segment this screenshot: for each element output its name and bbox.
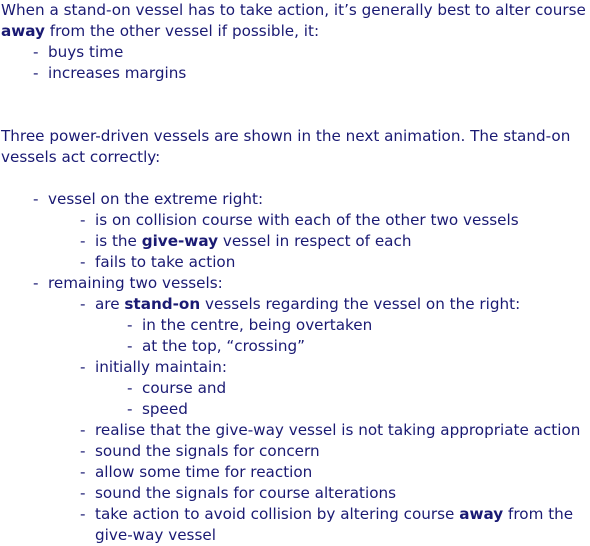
list-item-text: initially maintain: (95, 358, 227, 376)
list-item-text: speed (142, 400, 188, 418)
list-item (48, 357, 589, 420)
action-emphasis: away (459, 505, 504, 523)
vessel-list (1, 189, 589, 546)
maintain-sublist (95, 378, 589, 420)
list-item-text: increases margins (48, 64, 187, 82)
animation-paragraph: Three power-driven vessels are shown in the next animation. The stand-on vessels act correctly: (1, 127, 571, 166)
list-item (1, 63, 589, 84)
standon-emphasis: stand-on (124, 295, 201, 313)
bullet-dash: - (80, 295, 86, 313)
list-item-text: course and (142, 379, 227, 397)
list-item (95, 378, 589, 399)
bullet-dash: - (127, 379, 133, 397)
list-item (48, 441, 589, 462)
bullet-dash: - (33, 64, 39, 82)
intro-text: When a stand-on vessel has to take action, it’s generally best to alter course (1, 1, 586, 19)
bullet-dash: - (80, 211, 86, 229)
list-item (48, 231, 589, 252)
list-item (48, 210, 589, 231)
list-item (95, 336, 589, 357)
list-item-text: vessel on the extreme right: (48, 190, 264, 208)
spacer (1, 168, 589, 189)
document-body (1, 0, 589, 546)
list-item-text: at the top, “crossing” (142, 337, 305, 355)
intro-list (1, 42, 589, 84)
giveway-emphasis: give-way (141, 232, 219, 250)
list-item-text-end: from the give-way vessel (95, 505, 574, 544)
list-item-text: remaining two vessels: (48, 274, 223, 292)
bullet-dash: - (80, 232, 86, 250)
intro-paragraph (1, 0, 589, 42)
bullet-dash: - (80, 358, 86, 376)
remaining-vessels-sublist (48, 294, 589, 546)
bullet-dash: - (80, 505, 86, 523)
bullet-dash: - (80, 421, 86, 439)
list-item-text-end: vessels regarding the vessel on the right: (200, 295, 521, 313)
list-item (95, 315, 589, 336)
right-vessel-sublist (48, 210, 589, 273)
list-item (95, 399, 589, 420)
list-item-text: take action to avoid collision by altering course (95, 505, 460, 523)
bullet-dash: - (80, 253, 86, 271)
list-item (1, 42, 589, 63)
bullet-dash: - (80, 484, 86, 502)
list-item-text: is on collision course with each of the other two vessels (95, 211, 519, 229)
list-item-text: in the centre, being overtaken (142, 316, 373, 334)
bullet-dash: - (127, 316, 133, 334)
list-item (48, 294, 589, 357)
bullet-dash: - (127, 337, 133, 355)
list-item-text: buys time (48, 43, 124, 61)
list-item-text: are (95, 295, 125, 313)
list-item-text: allow some time for reaction (95, 463, 313, 481)
list-item (48, 504, 589, 546)
list-item (48, 252, 589, 273)
list-item-remaining-vessels (1, 273, 589, 546)
bullet-dash: - (80, 463, 86, 481)
list-item-text: is the (95, 232, 142, 250)
list-item-text: realise that the give-way vessel is not taking appropriate action (95, 421, 581, 439)
list-item-text: sound the signals for course alterations (95, 484, 397, 502)
list-item-text: fails to take action (95, 253, 236, 271)
bullet-dash: - (127, 400, 133, 418)
list-item-text-end: vessel in respect of each (218, 232, 412, 250)
bullet-dash: - (33, 43, 39, 61)
standon-sublist (95, 315, 589, 357)
list-item-right-vessel (1, 189, 589, 273)
spacer (1, 84, 589, 126)
list-item (48, 462, 589, 483)
list-item (48, 483, 589, 504)
bullet-dash: - (33, 190, 39, 208)
list-item-text: sound the signals for concern (95, 442, 320, 460)
intro-emphasis: away (1, 22, 45, 40)
bullet-dash: - (33, 274, 39, 292)
bullet-dash: - (80, 442, 86, 460)
intro-text-end: from the other vessel if possible, it: (44, 22, 320, 40)
list-item (48, 420, 589, 441)
